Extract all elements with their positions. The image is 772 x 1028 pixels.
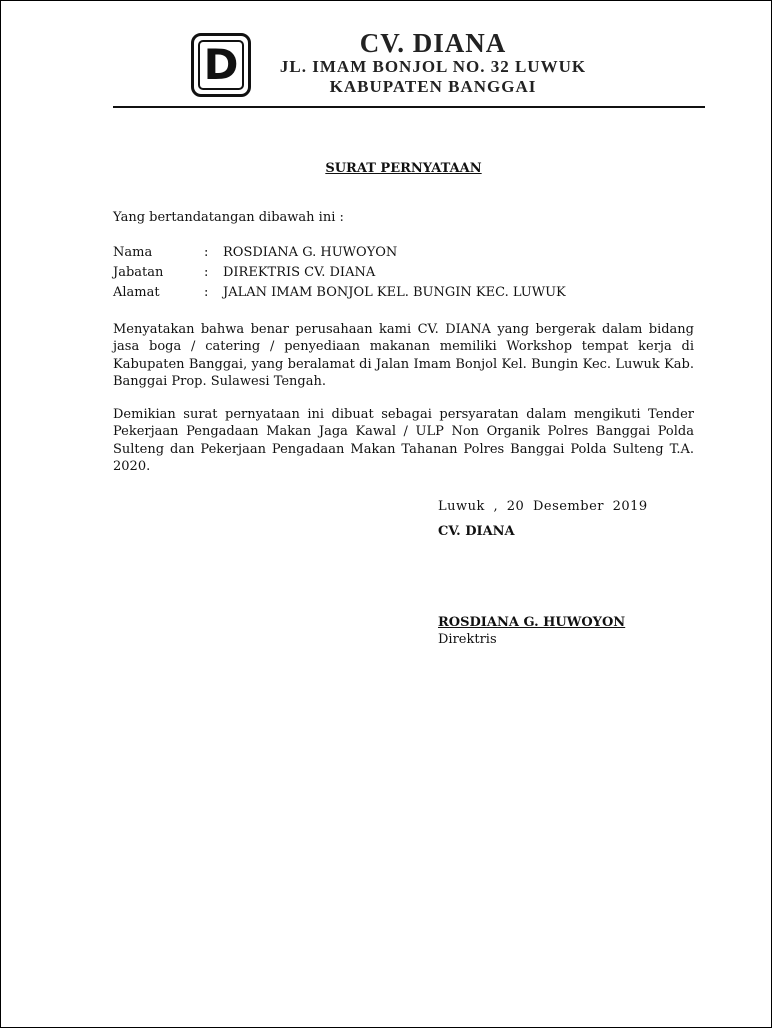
- intro-text: Yang bertandatangan dibawah ini :: [113, 210, 344, 225]
- letterhead: [113, 29, 705, 109]
- identity-colon: :: [204, 285, 209, 300]
- company-logo: [191, 33, 251, 97]
- identity-value: JALAN IMAM BONJOL KEL. BUNGIN KEC. LUWUK: [223, 285, 566, 300]
- document-title: SURAT PERNYATAAN: [325, 161, 482, 176]
- letterhead-divider: [113, 106, 705, 108]
- signature-company: CV. DIANA: [438, 524, 515, 539]
- statement-paragraph: Menyatakan bahwa benar perusahaan kami CV. DIANA yang bergerak dalam bidang jasa boga / catering / penyediaan makanan memiliki Workshop tempat kerja di Kabupaten Banggai, yang beralamat di Jalan Imam Bonjol Kel. Bungin Kec. Luwuk Kab. Banggai Prop. Sulawesi Tengah.: [113, 322, 694, 389]
- company-address: JL. IMAM BONJOL NO. 32 LUWUK: [279, 57, 587, 76]
- identity-value: ROSDIANA G. HUWOYON: [223, 245, 398, 260]
- identity-table: [113, 245, 694, 305]
- signatory-title: Direktris: [438, 632, 497, 647]
- identity-row-position: [113, 265, 694, 285]
- place-date: Luwuk , 20 Desember 2019: [438, 499, 648, 514]
- closing-paragraph: Demikian surat pernyataan ini dibuat sebagai persyaratan dalam mengikuti Tender Pekerjaan Pengadaan Makan Jaga Kawal / ULP Non Organik Polres Banggai Polda Sulteng dan Pekerjaan Pengadaan Makan Tahanan Polres Banggai Polda Sulteng T.A. 2020.: [113, 407, 694, 474]
- company-name: CV. DIANA: [359, 28, 507, 58]
- identity-label: Alamat: [113, 285, 160, 300]
- identity-colon: :: [204, 245, 209, 260]
- identity-colon: :: [204, 265, 209, 280]
- identity-label: Jabatan: [113, 265, 164, 280]
- identity-label: Nama: [113, 245, 153, 260]
- signature-block: [438, 499, 648, 539]
- identity-row-name: [113, 245, 694, 265]
- logo-letter: D: [198, 40, 244, 90]
- identity-value: DIREKTRIS CV. DIANA: [223, 265, 376, 280]
- identity-row-address: [113, 285, 694, 305]
- company-info: [273, 29, 593, 97]
- company-region: KABUPATEN BANGGAI: [329, 77, 537, 96]
- signatory-name: ROSDIANA G. HUWOYON: [438, 615, 626, 630]
